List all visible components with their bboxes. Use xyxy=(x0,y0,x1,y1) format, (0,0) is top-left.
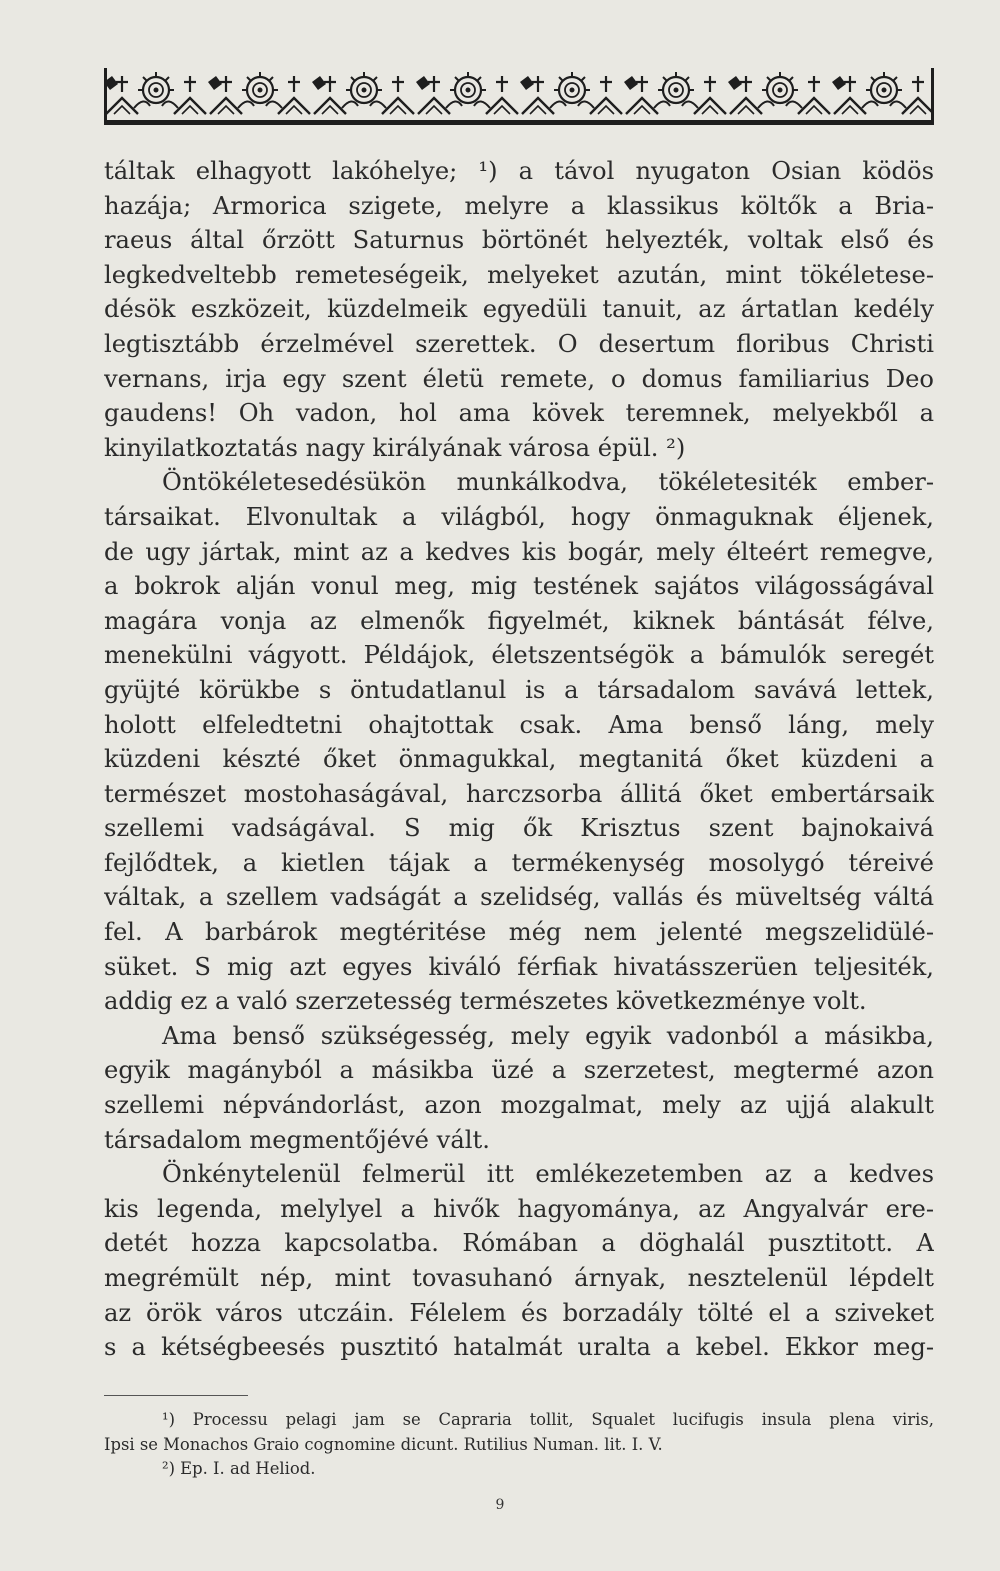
text-line: menekülni vágyott. Példájok, életszentségök a bámulók seregét xyxy=(104,641,934,670)
text-line: gyüjté körükbe s öntudatlanul is a társadalom savává lettek, xyxy=(104,675,934,704)
text-line: az örök város utczáin. Félelem és borzadály tölté el a sziveket xyxy=(104,1298,934,1327)
decorative-header-border xyxy=(104,68,934,126)
text-line: Önkénytelenül felmerül itt emlékezetemben az a kedves xyxy=(162,1160,934,1189)
text-line: szellemi vadságával. S mig ők Krisztus szent bajnokaivá xyxy=(104,814,934,843)
text-line: hazája; Armorica szigete, melyre a klassikus költők a Bria- xyxy=(104,191,934,220)
footnote-line: ²) Ep. I. ad Heliod. xyxy=(162,1459,316,1478)
text-line: táltak elhagyott lakóhelye; ¹) a távol nyugaton Osian ködös xyxy=(104,157,934,185)
text-line: küzdeni készté őket önmagukkal, megtanitá őket küzdeni a xyxy=(104,745,934,774)
text-line: legtisztább érzelmével szerettek. O desertum floribus Christi xyxy=(104,329,934,358)
text-line: váltak, a szellem vadságát a szelidség, vallás és müveltség váltá xyxy=(104,883,934,912)
text-line: désök eszközeit, küzdelmeik egyedüli tanuit, az ártatlan kedély xyxy=(104,295,934,324)
footnote-line: ¹) Processu pelagi jam se Capraria tollit, Squalet lucifugis insula plena viris, xyxy=(162,1410,934,1429)
page-number: 9 xyxy=(495,1497,505,1513)
text-line: magára vonja az elmenők figyelmét, kiknek bántását félve, xyxy=(104,606,934,635)
text-line: detét hozza kapcsolatba. Rómában a döghalál pusztitott. A xyxy=(104,1229,934,1258)
footnote-divider xyxy=(104,1395,248,1396)
text-line: Ama benső szükségesség, mely egyik vadonból a másikba, xyxy=(162,1021,934,1050)
text-line: vernans, irja egy szent életü remete, o domus familiarius Deo xyxy=(104,364,934,393)
footnotes xyxy=(104,1408,934,1482)
text-line: legkedveltebb remeteségeik, melyeket azután, mint tökéletese- xyxy=(104,260,934,289)
footnote-line: Ipsi se Monachos Graio cognomine dicunt. Rutilius Numan. lit. I. V. xyxy=(104,1434,663,1454)
text-line: addig ez a való szerzetesség természetes következménye volt. xyxy=(104,987,867,1016)
text-line: s a kétségbeesés pusztitó hatalmát uralta a kebel. Ekkor meg- xyxy=(104,1333,934,1362)
text-line: egyik magányból a másikba üzé a szerzetest, megtermé azon xyxy=(104,1056,934,1085)
text-line: szellemi népvándorlást, azon mozgalmat, mely az ujjá alakult xyxy=(104,1091,934,1120)
text-line: Öntökéletesedésükön munkálkodva, tökéletesiték ember- xyxy=(162,468,934,497)
text-line: megrémült nép, mint tovasuhanó árnyak, nesztelenül lépdelt xyxy=(104,1264,934,1292)
text-line: de ugy jártak, mint az a kedves kis bogár, mely élteért remegve, xyxy=(104,537,934,566)
text-line: fejlődtek, a kietlen tájak a termékenység mosolygó téreivé xyxy=(104,848,934,877)
text-line: holott elfeledtetni ohajtottak csak. Ama benső láng, mely xyxy=(104,710,934,739)
text-line: társaikat. Elvonultak a világból, hogy önmaguknak éljenek, xyxy=(104,502,934,531)
text-line: kis legenda, melylyel a hivők hagyománya, az Angyalvár ere- xyxy=(104,1194,934,1223)
main-text xyxy=(104,154,934,1365)
text-line: társadalom megmentőjévé vált. xyxy=(104,1125,490,1154)
text-line: raeus által őrzött Saturnus börtönét helyezték, voltak első és xyxy=(104,226,934,255)
text-line: kinyilatkoztatás nagy királyának városa épül. ²) xyxy=(104,433,686,462)
text-line: a bokrok alján vonul meg, mig testének sajátos világosságával xyxy=(104,572,934,601)
text-line: természet mostohaságával, harczsorba állitá őket embertársaik xyxy=(104,779,934,808)
text-line: gaudens! Oh vadon, hol ama kövek teremnek, melyekből a xyxy=(104,399,934,428)
text-line: fel. A barbárok megtéritése még nem jelenté megszelidülé- xyxy=(104,918,934,947)
text-line: süket. S mig azt egyes kiváló férfiak hivatásszerüen teljesiték, xyxy=(104,952,934,981)
